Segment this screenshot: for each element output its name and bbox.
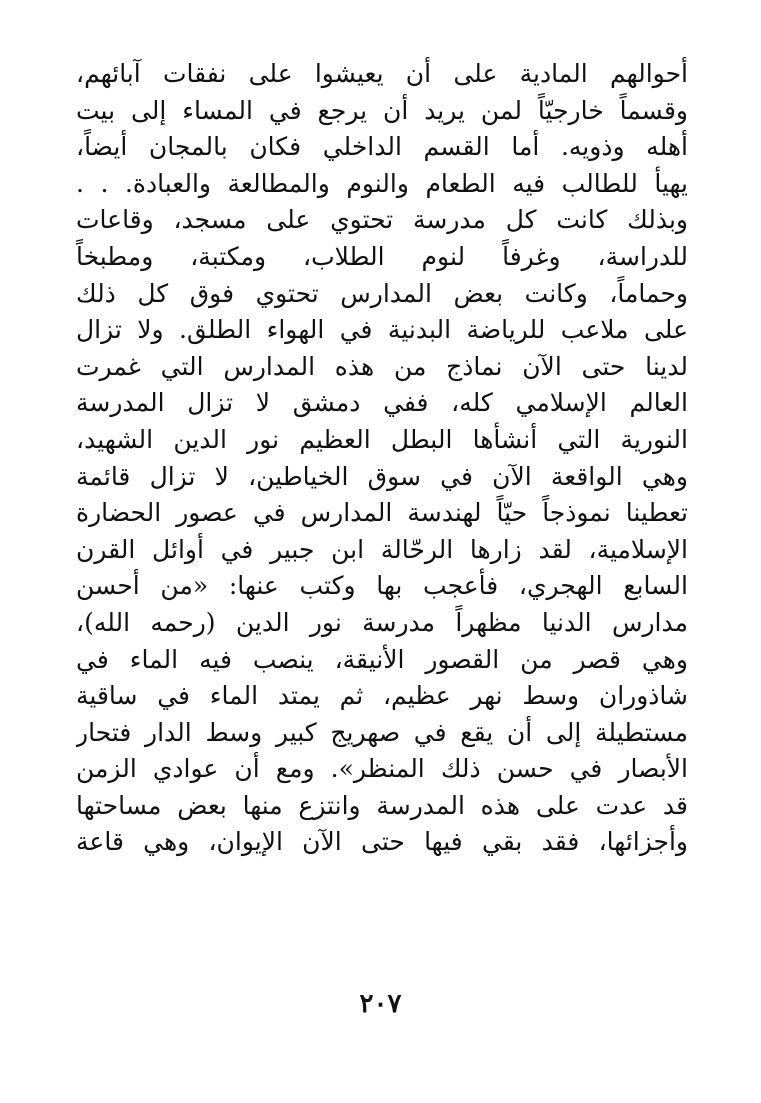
text-line: مدارس الدنيا مظهراً مدرسة نور الدين (رحمه الله)، — [76, 607, 688, 637]
text-line: لدينا حتى الآن نماذج من هذه المدارس التي غمرت — [76, 351, 688, 381]
text-line: وأجزائها، فقد بقي فيها حتى الآن الإيوان، وهي قاعة — [76, 827, 688, 857]
text-line: وحماماً، وكانت بعض المدارس تحتوي فوق كل ذلك — [76, 278, 688, 308]
text-line: وبذلك كانت كل مدرسة تحتوي على مسجد، وقاعات — [76, 205, 688, 235]
text-line: النورية التي أنشأها البطل العظيم نور الدين الشهيد، — [76, 424, 688, 454]
text-line: شاذوران وسط نهر عظيم، ثم يمتد الماء في ساقية — [76, 681, 688, 711]
text-line: السابع الهجري، فأعجب بها وكتب عنها: «من أحسن — [76, 571, 688, 601]
text-line: وهي الواقعة الآن في سوق الخياطين، لا تزال قائمة — [76, 461, 688, 491]
text-line: مستطيلة إلى أن يقع في صهريج كبير وسط الدار فتحار — [76, 717, 688, 747]
body-text — [76, 56, 688, 861]
page-number: ٢٠٧ — [359, 989, 402, 1019]
text-line: قد عدت على هذه المدرسة وانتزع منها بعض مساحتها — [76, 790, 688, 820]
text-line: أحوالهم المادية على أن يعيشوا على نفقات آبائهم، — [76, 59, 688, 88]
text-line: الإسلامية، لقد زارها الرحّالة ابن جبير في أوائل القرن — [76, 534, 688, 564]
text-line: العالم الإسلامي كله، ففي دمشق لا تزال المدرسة — [76, 388, 688, 418]
text-line: أهله وذويه. أما القسم الداخلي فكان بالمجان أيضاً، — [76, 132, 688, 162]
text-line: للدراسة، وغرفاً لنوم الطلاب، ومكتبة، ومطبخاً — [76, 241, 688, 271]
text-line: يهيأ للطالب فيه الطعام والنوم والمطالعة والعبادة. . . — [76, 168, 688, 198]
text-line: على ملاعب للرياضة البدنية في الهواء الطلق. ولا تزال — [76, 315, 688, 345]
text-line: الأبصار في حسن ذلك المنظر». ومع أن عوادي الزمن — [76, 754, 688, 784]
text-line: وهي قصر من القصور الأنيقة، ينصب فيه الماء في — [76, 644, 688, 674]
text-line: تعطينا نموذجاً حيّاً لهندسة المدارس في عصور الحضارة — [76, 498, 688, 528]
text-line: وقسماً خارجيّاً لمن يريد أن يرجع في المساء إلى بيت — [76, 95, 688, 125]
